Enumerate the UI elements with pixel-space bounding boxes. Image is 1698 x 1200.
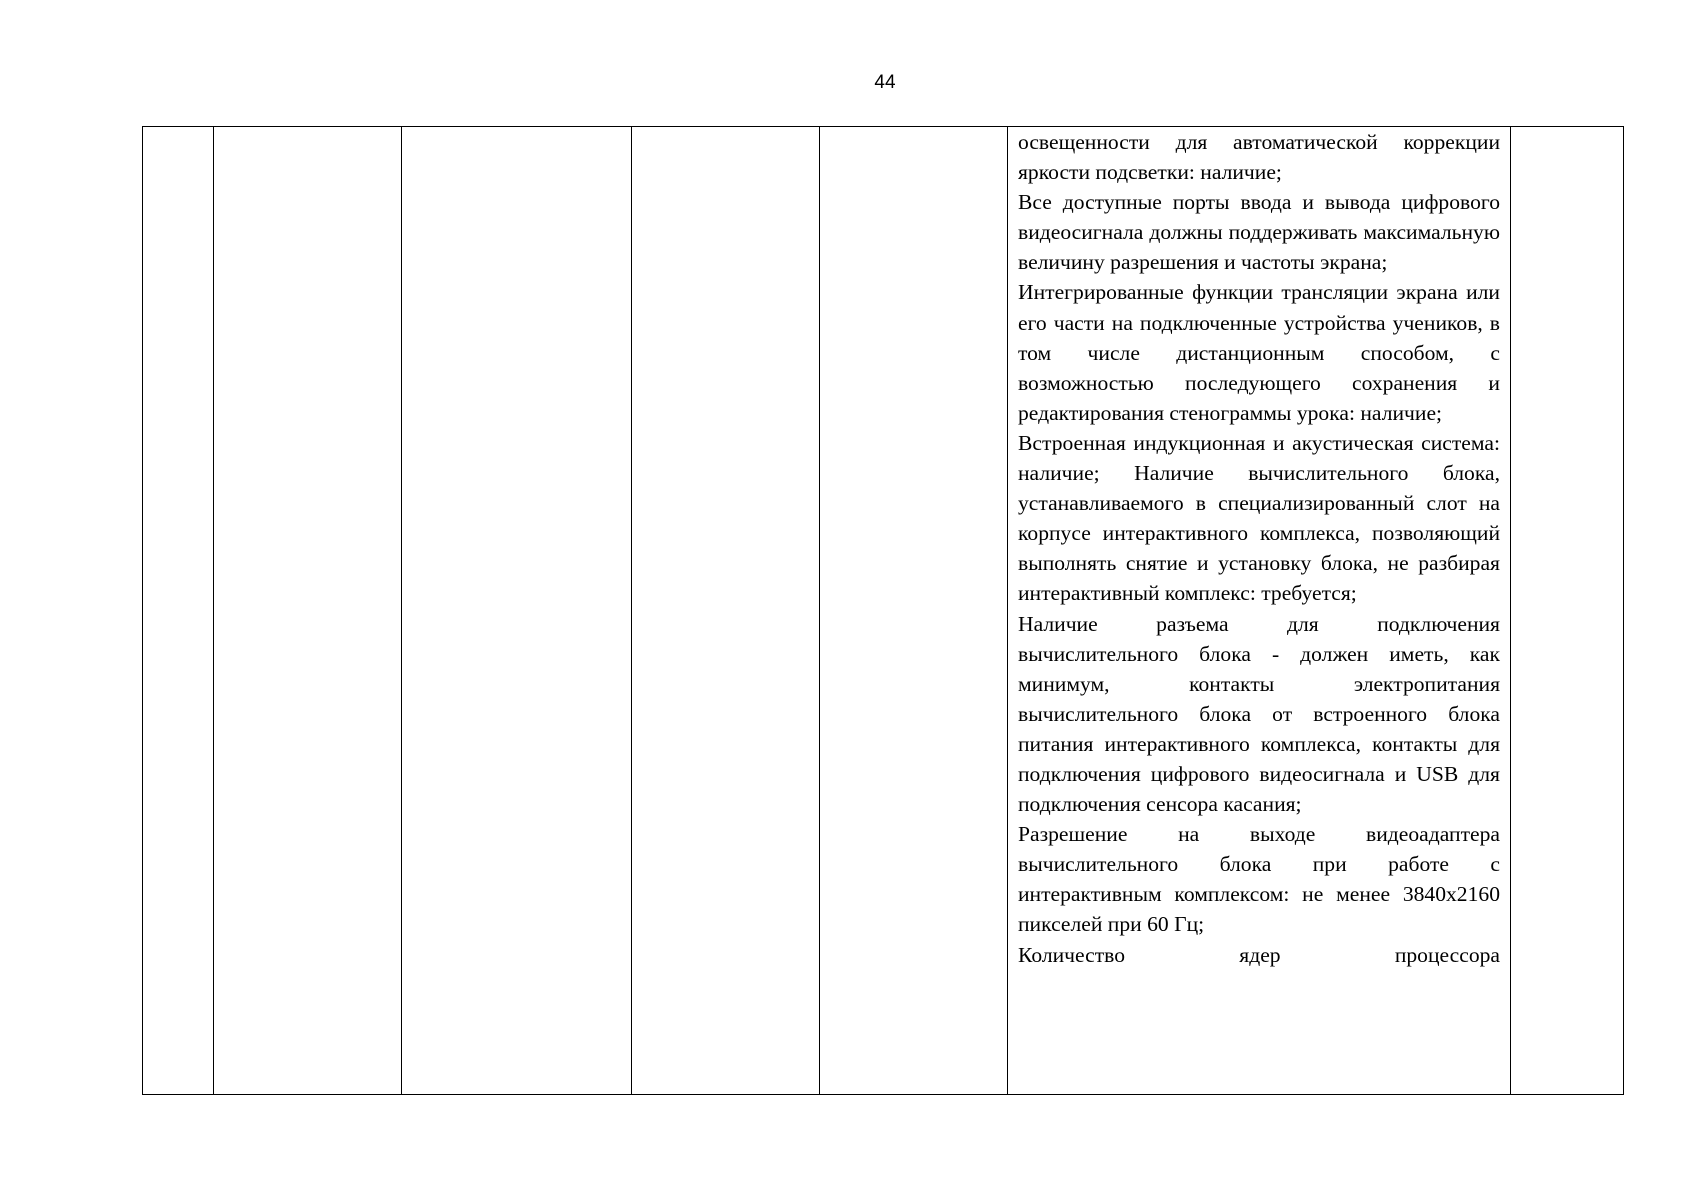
cell-column-3 [402, 127, 632, 1095]
table-row [143, 127, 1624, 1095]
cell-number [143, 127, 214, 1095]
spec-paragraph: Количество ядер процессора [1018, 942, 1500, 967]
spec-paragraph: Встроенная индукционная и акустическая система: наличие; Наличие вычислительного блока, устанавливаемого в специализированный слот на корпусе интерактивного комплекса, позволяющий выполнять снятие и установку блока, не разбирая интерактивный комплекс: требуется; [1018, 430, 1500, 606]
spec-paragraph: Интегрированные функции трансляции экрана или его части на подключенные устройства учеников, в том числе дистанционным способом, с возможностью последующего сохранения и редактирования стенограммы урока: наличие; [1018, 280, 1500, 425]
spec-paragraph: освещенности для автоматической коррекции яркости подсветки: наличие; [1018, 130, 1500, 185]
cell-name [214, 127, 402, 1095]
cell-last [1511, 127, 1624, 1095]
spec-paragraph: Все доступные порты ввода и вывода цифрового видеосигнала должны поддерживать максимальную величину разрешения и частоты экрана; [1018, 190, 1500, 275]
cell-column-5 [820, 127, 1008, 1095]
spec-paragraph: Наличие разъема для подключения вычислительного блока - должен иметь, как минимум, контакты электропитания вычислительного блока от встроенного блока питания интерактивного комплекса, контакты для подключения цифрового видеосигнала и USB для подключения сенсора касания; [1018, 611, 1500, 817]
specification-table [142, 126, 1624, 1095]
page-number: 44 [874, 72, 896, 93]
cell-column-4 [632, 127, 820, 1095]
spec-paragraph: Разрешение на выходе видеоадаптера вычислительного блока при работе с интерактивным комплексом: не менее 3840x2160 пикселей при 60 Гц; [1018, 822, 1500, 937]
characteristics-text [1008, 127, 1510, 970]
cell-characteristics [1008, 127, 1511, 1095]
